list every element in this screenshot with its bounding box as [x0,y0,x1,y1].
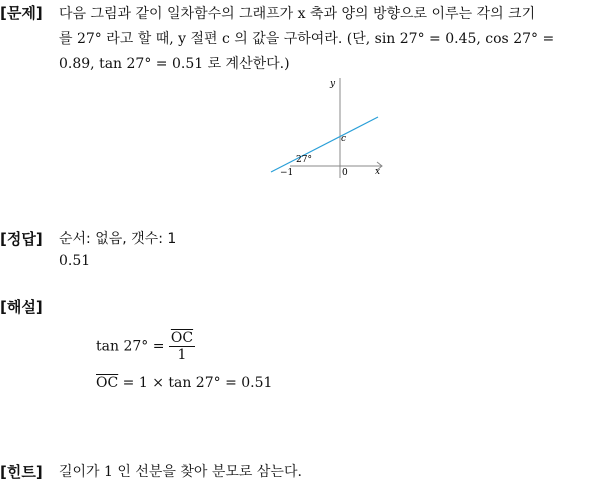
answer-value: 0.51 [59,253,91,269]
fraction-numerator: $\overline{OC}$ [170,330,194,346]
equation-2 [96,375,272,391]
problem-text-line-3: 0.89, tan 27° = 0.51 로 계산한다.) [59,56,290,72]
explanation-tag: [해설] [0,298,43,316]
problem-tag: [문제] [0,4,43,22]
answer-meta: 순서: 없음, 갯수: 1 [59,231,177,247]
equation-1-lhs: tan 27° = [96,338,165,355]
hint-tag: [힌트] [0,463,43,481]
c-label: c [341,134,347,144]
origin-label: 0 [342,168,348,178]
answer-tag: [정답] [0,230,43,248]
equation-1 [96,330,195,363]
minus-one-label: −1 [280,168,294,178]
fraction-denominator: 1 [177,347,187,363]
problem-text-line-2: 를 27° 라고 할 때, y 절편 c 의 값을 구하여라. (단, sin 27° = 0.45, cos 27° = [59,31,555,47]
graph-line [271,117,378,172]
x-axis-label: x [375,167,381,177]
y-axis-label: y [330,79,336,89]
equation-2-oc: $\overline{OC}$ [96,375,119,391]
problem-text-line-1: 다음 그림과 같이 일차함수의 그래프가 x 축과 양의 방향으로 이루는 각의 크기 [59,6,536,22]
hint-text: 길이가 1 인 선분을 찾아 분모로 삼는다. [59,464,302,480]
angle-label: 27° [296,155,312,165]
equation-2-rest: = 1 × tan 27° = 0.51 [118,375,273,391]
equation-1-fraction [169,330,195,363]
linear-function-graph [260,74,390,180]
